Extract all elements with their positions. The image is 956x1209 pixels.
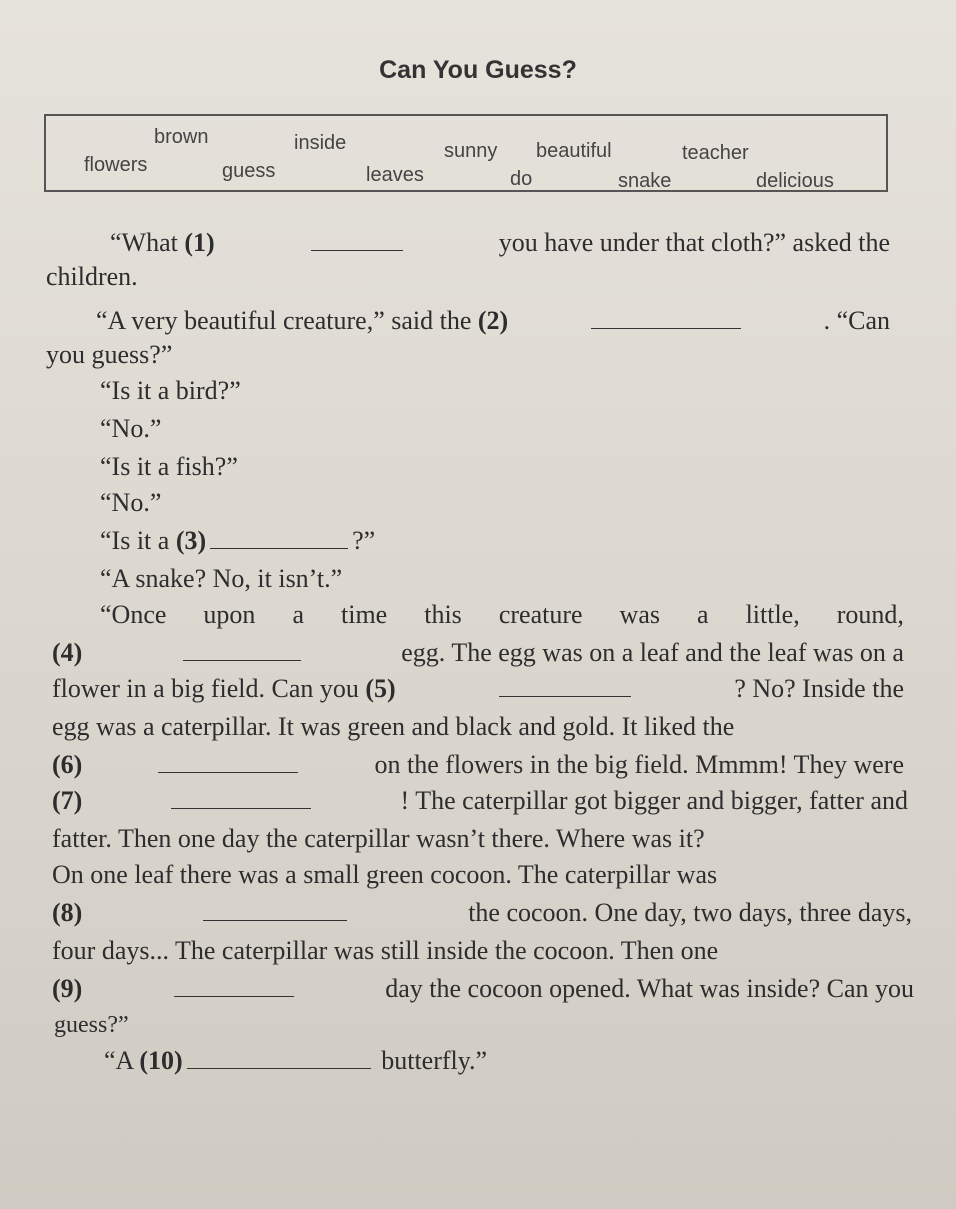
word-bank-item: leaves <box>366 164 424 186</box>
word-bank-item: snake <box>618 170 672 192</box>
story-line <box>110 228 890 258</box>
story-line <box>52 974 914 1004</box>
word-bank-item: brown <box>154 126 209 148</box>
story-line <box>96 306 890 336</box>
blank-number: (5) <box>365 674 396 703</box>
text-fragment: you have under that cloth?” asked the <box>498 228 890 257</box>
text-fragment: ?” <box>352 526 376 555</box>
answer-blank-2[interactable] <box>591 306 741 329</box>
blank-number: (9) <box>52 974 83 1003</box>
answer-blank-1[interactable] <box>311 228 403 251</box>
blank-number: (4) <box>52 638 83 667</box>
story-line <box>52 786 908 816</box>
text-fragment: day the cocoon opened. What was inside? Can you <box>385 974 914 1003</box>
word-bank-item: sunny <box>444 140 498 162</box>
text-fragment: “A <box>104 1046 133 1075</box>
blank-number: (10) <box>139 1046 183 1075</box>
word-bank-item: inside <box>294 132 347 154</box>
story-line <box>52 750 904 780</box>
text-fragment: . “Can <box>823 306 890 335</box>
story-line: “A snake? No, it isn’t.” <box>100 564 343 593</box>
answer-blank-7[interactable] <box>171 786 311 809</box>
answer-blank-5[interactable] <box>499 674 631 697</box>
answer-blank-9[interactable] <box>174 974 294 997</box>
blank-number: (3) <box>175 526 207 555</box>
word-bank-box <box>44 114 888 192</box>
text-fragment: on the flowers in the big field. Mmmm! They were <box>374 750 904 779</box>
text-fragment: ? No? Inside the <box>734 674 904 703</box>
answer-blank-10[interactable] <box>187 1046 371 1069</box>
word-bank-item: teacher <box>682 142 749 164</box>
story-line: guess?” <box>54 1012 129 1038</box>
story-line <box>52 638 904 668</box>
story-line: four days... The caterpillar was still inside the cocoon. Then one <box>52 936 719 965</box>
story-line <box>100 526 375 556</box>
text-fragment: butterfly.” <box>381 1046 488 1075</box>
word-bank-item: delicious <box>756 170 834 192</box>
story-line <box>52 898 912 928</box>
story-line <box>52 674 904 704</box>
text-fragment: the cocoon. One day, two days, three days, <box>468 898 912 927</box>
story-line: children. <box>46 262 138 291</box>
word-bank-item: do <box>510 168 533 190</box>
answer-blank-4[interactable] <box>183 638 301 661</box>
answer-blank-3[interactable] <box>210 526 348 549</box>
story-line: fatter. Then one day the caterpillar wasn’t there. Where was it? <box>52 824 705 853</box>
story-line: “No.” <box>100 414 162 443</box>
page-title: Can You Guess? <box>379 56 577 84</box>
story-line: “Once upon a time this creature was a little, round, <box>100 600 904 629</box>
text-fragment: flower in a big field. Can you <box>52 674 359 703</box>
text-fragment: “A very beautiful creature,” said the <box>96 306 472 335</box>
word-bank-item: beautiful <box>536 140 612 162</box>
word-bank-item: guess <box>222 160 276 182</box>
story-line: you guess?” <box>46 340 173 369</box>
story-line <box>104 1046 487 1076</box>
text-fragment: ! The caterpillar got bigger and bigger, fatter and <box>400 786 908 815</box>
blank-number: (7) <box>52 786 83 815</box>
story-line: “Is it a bird?” <box>100 376 241 405</box>
blank-number: (6) <box>52 750 83 779</box>
text-fragment: egg. The egg was on a leaf and the leaf was on a <box>401 638 904 667</box>
text-fragment: “What <box>110 228 178 257</box>
blank-number: (8) <box>52 898 83 927</box>
story-line: “Is it a fish?” <box>100 452 238 481</box>
answer-blank-6[interactable] <box>158 750 298 773</box>
story-line: “No.” <box>100 488 162 517</box>
blank-number: (2) <box>477 306 509 335</box>
answer-blank-8[interactable] <box>203 898 347 921</box>
word-bank-item: flowers <box>84 154 148 176</box>
story-line: egg was a caterpillar. It was green and black and gold. It liked the <box>52 712 735 741</box>
blank-number: (1) <box>184 228 215 257</box>
story-line: On one leaf there was a small green cocoon. The caterpillar was <box>52 860 718 889</box>
text-fragment: “Is it a <box>100 526 170 555</box>
